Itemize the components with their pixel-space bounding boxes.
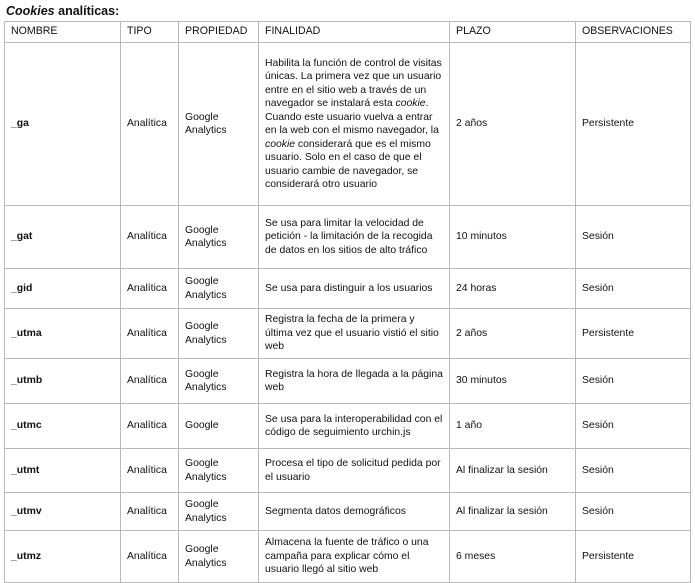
cookie-purpose <box>259 404 450 449</box>
cookie-term: 24 horas <box>450 269 576 309</box>
heading-emphasis: Cookies <box>6 4 55 18</box>
purpose-text: Registra la fecha de la primera y última vez que el usuario vistió el sitio web <box>265 314 439 353</box>
cookie-purpose <box>259 531 450 583</box>
column-header-purpose: FINALIDAD <box>259 22 450 43</box>
cookie-purpose <box>259 493 450 531</box>
purpose-text: Procesa el tipo de solicitud pedida por el usuario <box>265 458 441 483</box>
purpose-text: Registra la hora de llegada a la página web <box>265 368 443 393</box>
purpose-emphasis: cookie <box>395 98 426 109</box>
table-row <box>5 449 691 493</box>
cookie-notes: Persistente <box>576 43 691 206</box>
cookie-property: Google Analytics <box>179 309 259 359</box>
purpose-text: Se usa para limitar la velocidad de petición - la limitación de la recogida de datos en los sitios de alto tráfico <box>265 217 433 256</box>
cookie-notes: Sesión <box>576 206 691 269</box>
cookie-purpose <box>259 206 450 269</box>
table-row <box>5 404 691 449</box>
cookie-name: _utmb <box>5 359 121 404</box>
purpose-text: considerará que es el mismo usuario. Solo en el caso de que el usuario cambie de navegador, se considerará otro usuario <box>265 138 431 190</box>
column-header-type: TIPO <box>121 22 179 43</box>
cookie-property: Google Analytics <box>179 206 259 269</box>
purpose-text: Habilita la función de control de visitas únicas. La primera vez que un usuario entre en el sitio web a través de un navegador se instalará esta <box>265 57 442 109</box>
cookie-type: Analítica <box>121 43 179 206</box>
table-body <box>5 43 691 583</box>
cookie-term: 10 minutos <box>450 206 576 269</box>
table-row <box>5 43 691 206</box>
cookie-name: _utmc <box>5 404 121 449</box>
cookie-purpose <box>259 359 450 404</box>
purpose-text: Se usa para la interoperabilidad con el código de seguimiento urchin.js <box>265 413 443 438</box>
cookie-name: _utmv <box>5 493 121 531</box>
cookies-table <box>4 21 691 583</box>
purpose-text: Segmenta datos demográficos <box>265 505 406 517</box>
cookie-purpose <box>259 309 450 359</box>
section-heading <box>6 3 119 19</box>
cookie-type: Analítica <box>121 309 179 359</box>
cookie-property: Google Analytics <box>179 269 259 309</box>
cookie-property: Google Analytics <box>179 449 259 493</box>
table-row <box>5 206 691 269</box>
cookie-purpose <box>259 449 450 493</box>
purpose-text: Almacena la fuente de tráfico o una campaña para explicar cómo el usuario llegó al sitio web <box>265 537 429 576</box>
cookie-name: _utmz <box>5 531 121 583</box>
cookie-term: 2 años <box>450 43 576 206</box>
table-row <box>5 493 691 531</box>
cookie-purpose <box>259 269 450 309</box>
cookie-type: Analítica <box>121 359 179 404</box>
purpose-text: Se usa para distinguir a los usuarios <box>265 282 433 294</box>
cookie-type: Analítica <box>121 404 179 449</box>
cookie-notes: Persistente <box>576 531 691 583</box>
column-header-property: PROPIEDAD <box>179 22 259 43</box>
cookie-notes: Sesión <box>576 404 691 449</box>
table-row <box>5 269 691 309</box>
column-header-notes: OBSERVACIONES <box>576 22 691 43</box>
table-row <box>5 531 691 583</box>
purpose-text: . Cuando este usuario vuelva a entrar en la web con el mismo navegador, la <box>265 98 439 136</box>
cookie-name: _utma <box>5 309 121 359</box>
cookie-notes: Persistente <box>576 309 691 359</box>
column-header-name: NOMBRE <box>5 22 121 43</box>
cookie-property: Google <box>179 404 259 449</box>
cookie-type: Analítica <box>121 531 179 583</box>
cookie-term: Al finalizar la sesión <box>450 493 576 531</box>
cookie-type: Analítica <box>121 269 179 309</box>
cookie-property: Google Analytics <box>179 43 259 206</box>
cookie-term: 1 año <box>450 404 576 449</box>
cookie-type: Analítica <box>121 206 179 269</box>
table-row <box>5 309 691 359</box>
table-row <box>5 359 691 404</box>
cookie-property: Google Analytics <box>179 359 259 404</box>
cookie-type: Analítica <box>121 449 179 493</box>
cookie-purpose <box>259 43 450 206</box>
cookie-name: _gid <box>5 269 121 309</box>
cookie-type: Analítica <box>121 493 179 531</box>
cookie-term: 30 minutos <box>450 359 576 404</box>
column-header-term: PLAZO <box>450 22 576 43</box>
cookie-term: 6 meses <box>450 531 576 583</box>
cookie-property: Google Analytics <box>179 531 259 583</box>
cookie-term: 2 años <box>450 309 576 359</box>
cookie-term: Al finalizar la sesión <box>450 449 576 493</box>
cookie-name: _utmt <box>5 449 121 493</box>
cookie-name: _gat <box>5 206 121 269</box>
purpose-emphasis: cookie <box>265 138 296 150</box>
cookie-notes: Sesión <box>576 493 691 531</box>
table-header-row <box>5 22 691 43</box>
cookie-name: _ga <box>5 43 121 206</box>
cookie-notes: Sesión <box>576 449 691 493</box>
cookie-property: Google Analytics <box>179 493 259 531</box>
cookie-notes: Sesión <box>576 269 691 309</box>
cookie-notes: Sesión <box>576 359 691 404</box>
heading-rest: analíticas: <box>54 4 120 18</box>
